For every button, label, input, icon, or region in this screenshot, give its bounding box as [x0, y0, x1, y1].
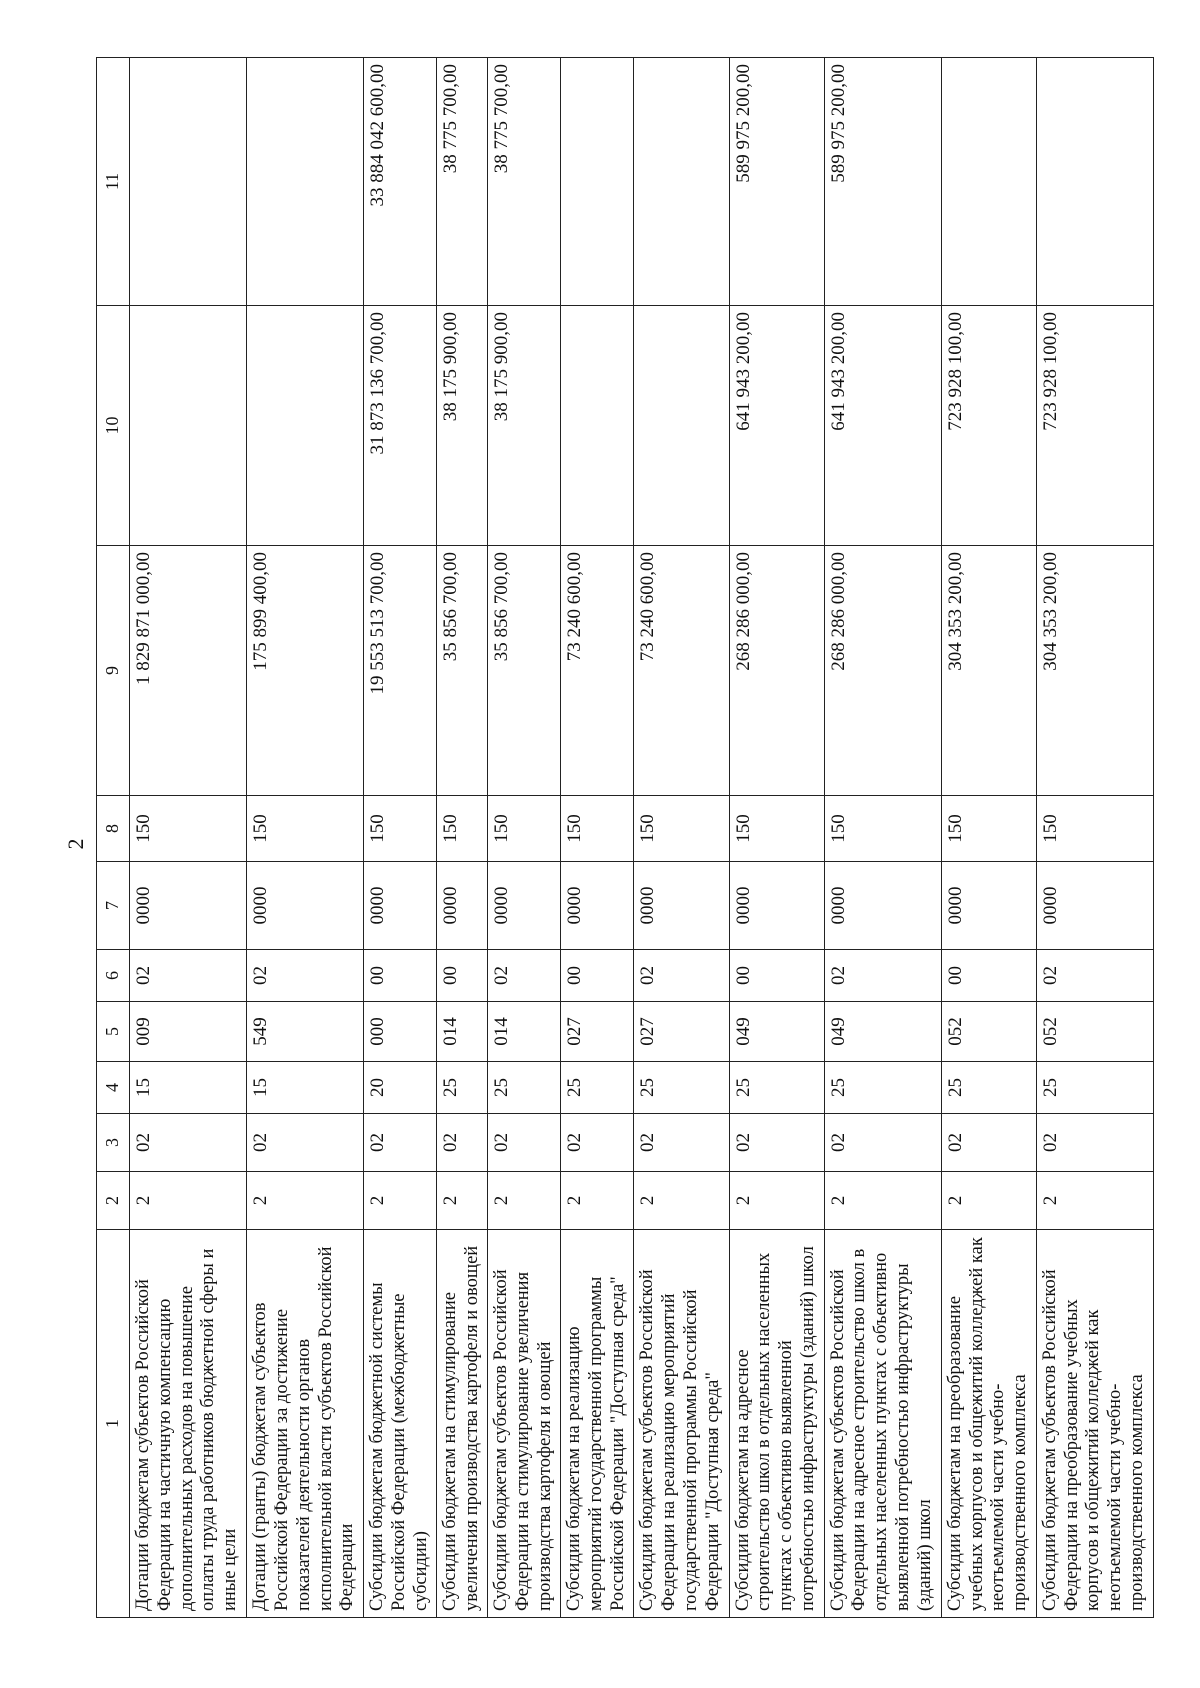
page-number: 2: [63, 838, 88, 850]
cell-col-6: 00: [729, 950, 824, 1002]
cell-amount-col-9: 19 553 513 700,00: [364, 546, 437, 796]
rotated-content: [96, 58, 1154, 1618]
cell-amount-col-9: 73 240 600,00: [561, 546, 634, 796]
cell-col-4: 25: [1036, 1062, 1153, 1114]
cell-amount-col-9: 268 286 000,00: [824, 546, 941, 796]
cell-col-6: 00: [941, 950, 1036, 1002]
cell-description: Дотации (гранты) бюджетам субъектов Российской Федерации за достижение показателей деятельности органов исполнительной власти субъектов Российской Федерации: [247, 1230, 364, 1618]
column-header: 6: [97, 950, 130, 1002]
cell-col-8: 150: [824, 796, 941, 862]
cell-col-7: 0000: [941, 862, 1036, 950]
cell-amount-col-9: 175 899 400,00: [247, 546, 364, 796]
cell-col-2: 2: [437, 1172, 488, 1230]
cell-col-3: 02: [437, 1114, 488, 1172]
rotated-page: [96, 58, 1154, 1618]
cell-col-4: 15: [247, 1062, 364, 1114]
cell-col-8: 150: [437, 796, 488, 862]
column-header: 4: [97, 1062, 130, 1114]
cell-col-4: 25: [941, 1062, 1036, 1114]
column-header: 10: [97, 306, 130, 546]
cell-col-3: 02: [824, 1114, 941, 1172]
cell-description: Субсидии бюджетам субъектов Российской Федерации на адресное строительство школ в отдельных населенных пунктах с объективно выявленной потребностью инфраструктуры (зданий) школ: [824, 1230, 941, 1618]
cell-col-3: 02: [364, 1114, 437, 1172]
cell-col-6: 02: [1036, 950, 1153, 1002]
cell-col-3: 02: [1036, 1114, 1153, 1172]
cell-col-2: 2: [364, 1172, 437, 1230]
cell-col-4: 25: [729, 1062, 824, 1114]
table-row: [247, 58, 364, 1618]
cell-col-5: 052: [941, 1002, 1036, 1062]
cell-col-5: 009: [130, 1002, 247, 1062]
cell-col-5: 549: [247, 1002, 364, 1062]
cell-col-2: 2: [634, 1172, 729, 1230]
cell-col-7: 0000: [1036, 862, 1153, 950]
cell-amount-col-10: 31 873 136 700,00: [364, 306, 437, 546]
cell-col-2: 2: [130, 1172, 247, 1230]
cell-col-5: 014: [488, 1002, 561, 1062]
cell-col-5: 027: [561, 1002, 634, 1062]
cell-col-8: 150: [941, 796, 1036, 862]
cell-description: Субсидии бюджетам на преобразование учебных корпусов и общежитий колледжей как неотъемлемой части учебно-производственного комплекса: [941, 1230, 1036, 1618]
cell-col-6: 02: [247, 950, 364, 1002]
cell-col-8: 150: [634, 796, 729, 862]
cell-amount-col-11: [941, 58, 1036, 306]
cell-amount-col-9: 35 856 700,00: [488, 546, 561, 796]
cell-col-7: 0000: [729, 862, 824, 950]
cell-col-6: 00: [561, 950, 634, 1002]
cell-col-5: 027: [634, 1002, 729, 1062]
table-row: [634, 58, 729, 1618]
table-body: [130, 58, 1154, 1618]
cell-col-7: 0000: [130, 862, 247, 950]
cell-amount-col-11: [130, 58, 247, 306]
cell-col-7: 0000: [437, 862, 488, 950]
cell-col-2: 2: [488, 1172, 561, 1230]
cell-col-7: 0000: [364, 862, 437, 950]
cell-col-4: 25: [561, 1062, 634, 1114]
table-row: [364, 58, 437, 1618]
cell-amount-col-10: [561, 306, 634, 546]
cell-amount-col-10: 38 175 900,00: [437, 306, 488, 546]
cell-col-6: 02: [488, 950, 561, 1002]
cell-description: Дотации бюджетам субъектов Российской Федерации на частичную компенсацию дополнительных расходов на повышение оплаты труда работников бюджетной сферы и иные цели: [130, 1230, 247, 1618]
header-row: [97, 58, 130, 1618]
cell-amount-col-10: 641 943 200,00: [729, 306, 824, 546]
cell-col-2: 2: [561, 1172, 634, 1230]
cell-amount-col-10: [247, 306, 364, 546]
table-row: [729, 58, 824, 1618]
cell-col-6: 00: [437, 950, 488, 1002]
cell-col-6: 02: [634, 950, 729, 1002]
cell-amount-col-11: [634, 58, 729, 306]
cell-description: Субсидии бюджетам на адресное строительство школ в отдельных населенных пунктах с объективно выявленной потребностью инфраструктуры (зданий) школ: [729, 1230, 824, 1618]
cell-col-4: 25: [437, 1062, 488, 1114]
column-header: 1: [97, 1230, 130, 1618]
column-header: 3: [97, 1114, 130, 1172]
cell-description: Субсидии бюджетам на стимулирование увеличения производства картофеля и овощей: [437, 1230, 488, 1618]
column-header: 7: [97, 862, 130, 950]
cell-col-7: 0000: [634, 862, 729, 950]
cell-col-8: 150: [729, 796, 824, 862]
column-header: 8: [97, 796, 130, 862]
cell-amount-col-11: 589 975 200,00: [729, 58, 824, 306]
column-header: 11: [97, 58, 130, 306]
cell-col-2: 2: [941, 1172, 1036, 1230]
cell-amount-col-10: 641 943 200,00: [824, 306, 941, 546]
table-row: [488, 58, 561, 1618]
cell-amount-col-9: 35 856 700,00: [437, 546, 488, 796]
cell-amount-col-11: [561, 58, 634, 306]
cell-col-5: 052: [1036, 1002, 1153, 1062]
cell-amount-col-10: 723 928 100,00: [941, 306, 1036, 546]
cell-amount-col-11: 38 775 700,00: [488, 58, 561, 306]
cell-amount-col-11: 38 775 700,00: [437, 58, 488, 306]
cell-col-3: 02: [488, 1114, 561, 1172]
cell-col-4: 25: [824, 1062, 941, 1114]
cell-amount-col-10: [634, 306, 729, 546]
cell-amount-col-11: 589 975 200,00: [824, 58, 941, 306]
cell-col-7: 0000: [247, 862, 364, 950]
cell-col-7: 0000: [488, 862, 561, 950]
cell-col-8: 150: [561, 796, 634, 862]
cell-col-5: 000: [364, 1002, 437, 1062]
cell-col-2: 2: [1036, 1172, 1153, 1230]
cell-col-4: 25: [488, 1062, 561, 1114]
cell-col-4: 25: [634, 1062, 729, 1114]
cell-amount-col-10: 38 175 900,00: [488, 306, 561, 546]
table-row: [437, 58, 488, 1618]
cell-description: Субсидии бюджетам субъектов Российской Федерации на реализацию мероприятий государственной программы Российской Федерации "Доступная среда": [634, 1230, 729, 1618]
table-row: [824, 58, 941, 1618]
cell-amount-col-10: 723 928 100,00: [1036, 306, 1153, 546]
cell-col-3: 02: [941, 1114, 1036, 1172]
table-row: [561, 58, 634, 1618]
column-header: 2: [97, 1172, 130, 1230]
column-header: 9: [97, 546, 130, 796]
cell-col-6: 00: [364, 950, 437, 1002]
cell-amount-col-9: 268 286 000,00: [729, 546, 824, 796]
cell-col-3: 02: [561, 1114, 634, 1172]
cell-col-8: 150: [488, 796, 561, 862]
table-row: [130, 58, 247, 1618]
cell-col-3: 02: [247, 1114, 364, 1172]
cell-col-7: 0000: [824, 862, 941, 950]
cell-description: Субсидии бюджетам бюджетной системы Российской Федерации (межбюджетные субсидии): [364, 1230, 437, 1618]
cell-col-4: 20: [364, 1062, 437, 1114]
cell-col-3: 02: [130, 1114, 247, 1172]
cell-col-2: 2: [824, 1172, 941, 1230]
cell-col-5: 049: [729, 1002, 824, 1062]
cell-description: Субсидии бюджетам субъектов Российской Федерации на преобразование учебных корпусов и общежитий колледжей как неотъемлемой части учебно-производственного комплекса: [1036, 1230, 1153, 1618]
cell-description: Субсидии бюджетам на реализацию мероприятий государственной программы Российской Федерации "Доступная среда": [561, 1230, 634, 1618]
cell-col-2: 2: [247, 1172, 364, 1230]
cell-col-8: 150: [247, 796, 364, 862]
cell-col-3: 02: [634, 1114, 729, 1172]
cell-col-8: 150: [130, 796, 247, 862]
cell-description: Субсидии бюджетам субъектов Российской Федерации на стимулирование увеличения производства картофеля и овощей: [488, 1230, 561, 1618]
cell-amount-col-9: 73 240 600,00: [634, 546, 729, 796]
cell-amount-col-11: [247, 58, 364, 306]
cell-amount-col-11: [1036, 58, 1153, 306]
cell-col-2: 2: [729, 1172, 824, 1230]
cell-col-5: 049: [824, 1002, 941, 1062]
column-header: 5: [97, 1002, 130, 1062]
cell-col-3: 02: [729, 1114, 824, 1172]
cell-col-8: 150: [1036, 796, 1153, 862]
cell-amount-col-11: 33 884 042 600,00: [364, 58, 437, 306]
cell-amount-col-9: 304 353 200,00: [1036, 546, 1153, 796]
table-row: [1036, 58, 1153, 1618]
cell-amount-col-9: 1 829 871 000,00: [130, 546, 247, 796]
cell-col-4: 15: [130, 1062, 247, 1114]
cell-col-6: 02: [824, 950, 941, 1002]
table-row: [941, 58, 1036, 1618]
cell-col-7: 0000: [561, 862, 634, 950]
cell-col-5: 014: [437, 1002, 488, 1062]
budget-table: [96, 57, 1154, 1618]
cell-col-8: 150: [364, 796, 437, 862]
cell-col-6: 02: [130, 950, 247, 1002]
cell-amount-col-10: [130, 306, 247, 546]
cell-amount-col-9: 304 353 200,00: [941, 546, 1036, 796]
